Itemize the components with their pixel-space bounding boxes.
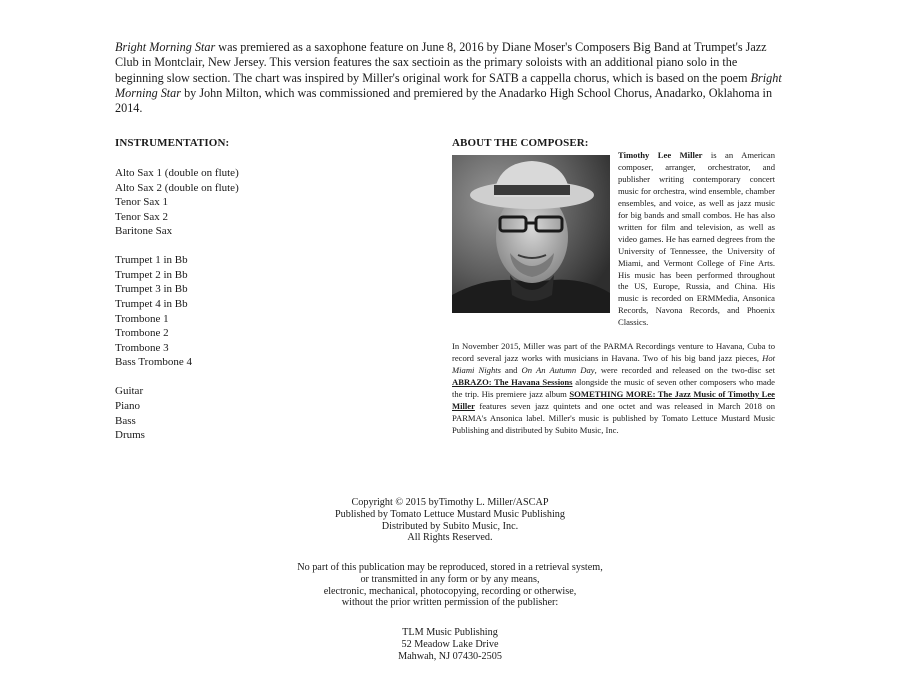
- intro-title: Bright Morning Star: [115, 40, 216, 54]
- instrument-item: Baritone Sax: [115, 225, 173, 238]
- album-title-something-more: SOMETHING MORE: The Jazz Music of Timothy Lee Miller: [452, 389, 775, 412]
- publisher-line: TLM Music Publishing: [402, 627, 498, 638]
- copyright-line: Copyright © 2015 byTimothy L. Miller/ASCAP: [351, 497, 549, 508]
- copyright-line: Published by Tomato Lettuce Mustard Music Publishing: [334, 508, 565, 520]
- brass-group: [115, 253, 365, 370]
- bio-text: In November 2015, Miller was part of the PARMA Recordings venture to Havana, Cuba to record several jazz works with musicians in Havana. Two of his big band jazz pieces,: [452, 341, 775, 364]
- rhythm-group: [115, 384, 365, 442]
- instrument-item: Tenor Sax 1: [115, 196, 168, 209]
- instrument-item: Bass: [115, 414, 136, 427]
- composer-name: Timothy Lee Miller: [618, 150, 703, 160]
- publisher-line: Mahwah, NJ 07430-2505: [398, 650, 502, 662]
- instrumentation-list: [115, 166, 365, 457]
- instrument-item: Trumpet 3 in Bb: [115, 283, 188, 296]
- instrument-item: Bass Trombone 4: [115, 356, 193, 369]
- legal-line: electronic, mechanical, photocopying, recording or otherwise,: [323, 585, 577, 597]
- composer-bio: [452, 150, 775, 437]
- piece-title: On An Autumn Day: [521, 365, 595, 376]
- album-title-abrazo: ABRAZO: The Havana Sessions: [452, 377, 573, 388]
- intro-poem-title: Bright Morning Star: [115, 70, 782, 100]
- legal-line: No part of this publication may be reproduced, stored in a retrieval system,: [297, 562, 603, 573]
- instrument-item: Guitar: [115, 385, 144, 398]
- bio-text: is an American composer, arranger, orchestrator, and publisher writing contemporary concert music for orchestra, wind ensemble, chamber ensembles, and voice, as well as jazz music for big bands and small combos. He has also written for film and television, as well as video games. He has earned degrees from the University of Tennessee, the University of Miami, and Vermont College of Fine Arts. His music has been performed throughout the US, Europe, Russia, and China. His music is recorded on ERMMedia, Ansonica Records, Navona Records, and Phoenix Classics.: [618, 150, 775, 328]
- about-composer-heading: ABOUT THE COMPOSER:: [452, 137, 589, 149]
- photo-spacer: [452, 150, 618, 320]
- bio-text: , were recorded and released on the two-disc set: [594, 365, 775, 376]
- legal-line: without the prior written permission of the publisher:: [341, 597, 559, 609]
- bio-text: alongside the music of seven other composers who made the trip. His premiere jazz album: [452, 377, 775, 400]
- intro-text-1: was premiered as a saxophone feature on June 8, 2016 by Diane Moser's Composers Big Band at Trumpet's Jazz Club in Montclair, New Jersey. This version features the sax sectioin as the primary soloists with an additional piano solo in the beginning slow section. The chart was inspired by Miller's original work for SATB a cappella chorus, which is based on the poem: [115, 40, 767, 85]
- bio-text: features seven jazz quintets and one octet and was released in March 2018 on PARMA's Ansonica label. Miller's music is published by Tomato Lettuce Mustard Music Publishing and distributed by Subito Music, Inc.: [452, 401, 775, 435]
- legal-line: or transmitted in any form or by any means,: [360, 573, 540, 585]
- instrument-item: Trombone 2: [115, 327, 169, 340]
- instrumentation-heading: INSTRUMENTATION:: [115, 137, 230, 149]
- instrument-item: Drums: [115, 429, 145, 442]
- legal-notice: [0, 562, 900, 609]
- bio-text: and: [500, 365, 522, 376]
- copyright-line: Distributed by Subito Music, Inc.: [381, 520, 519, 532]
- bio-paragraph-2: [452, 341, 775, 437]
- publisher-address: [0, 627, 900, 662]
- instrument-item: Trombone 1: [115, 312, 169, 325]
- intro-paragraph: [115, 40, 785, 116]
- publisher-line: 52 Meadow Lake Drive: [401, 638, 499, 650]
- instrument-item: Trumpet 1 in Bb: [115, 254, 188, 267]
- instrument-item: Tenor Sax 2: [115, 210, 168, 223]
- instrument-item: Trumpet 2 in Bb: [115, 268, 188, 281]
- copyright-line: All Rights Reserved.: [407, 532, 493, 544]
- saxophone-group: [115, 166, 365, 239]
- intro-text-2: by John Milton, which was commissioned and premiered by the Anadarko High School Chorus, Anadarko, Oklahoma in 2014.: [115, 85, 773, 116]
- instrument-item: Trombone 3: [115, 341, 169, 354]
- instrument-item: Trumpet 4 in Bb: [115, 298, 188, 311]
- instrument-item: Piano: [115, 399, 141, 412]
- instrument-item: Alto Sax 1 (double on flute): [115, 167, 239, 179]
- piece-title: Hot Miami Nights: [452, 353, 775, 376]
- instrument-item: Alto Sax 2 (double on flute): [115, 181, 239, 194]
- copyright-block: [0, 497, 900, 544]
